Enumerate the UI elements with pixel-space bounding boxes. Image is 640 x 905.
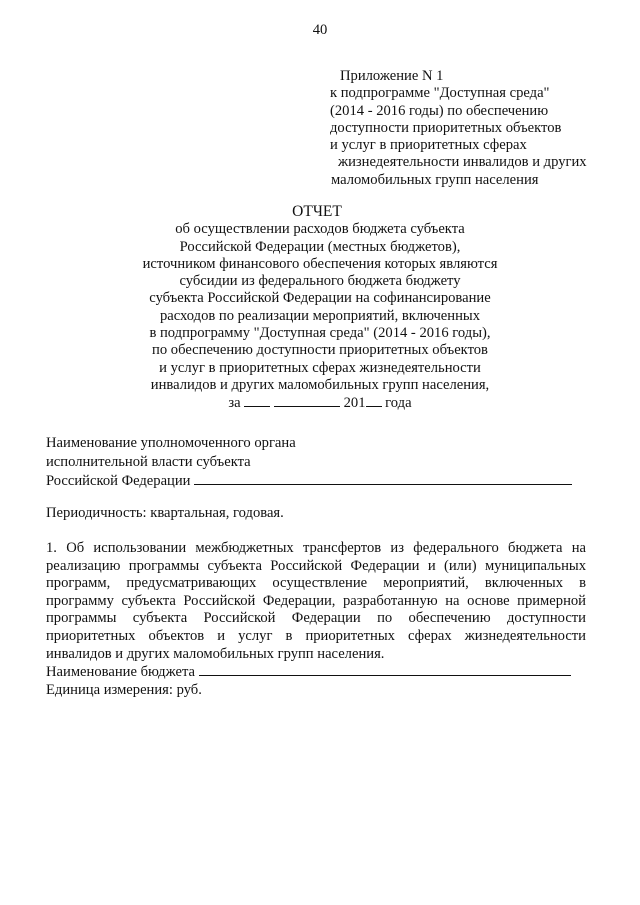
period-blank	[366, 394, 382, 407]
period-year: 201	[343, 395, 366, 412]
period-blank	[274, 394, 340, 407]
authority-line: Наименование уполномоченного органа	[46, 435, 296, 451]
report-heading	[0, 203, 640, 413]
appendix-line: (2014 - 2016 годы) по обеспечению	[330, 102, 549, 119]
report-line: в подпрограмму "Доступная среда" (2014 - 2016 годы),	[149, 325, 491, 342]
unit-label: Единица измерения: руб.	[46, 681, 202, 698]
budget-name-row	[46, 663, 586, 682]
report-line: инвалидов и других маломобильных групп населения,	[150, 376, 490, 393]
authority-line-with-blank	[46, 472, 572, 491]
section-1-line: программу субъекта Российской Федерации, разработанную на основе примерной	[46, 592, 586, 609]
authority-blank	[194, 472, 572, 485]
section-1-line: инвалидов и других маломобильных групп населения.	[46, 645, 385, 662]
page-number: 40	[312, 22, 328, 38]
report-period	[0, 394, 640, 412]
appendix-line: доступности приоритетных объектов	[330, 119, 562, 136]
appendix-line: и услуг в приоритетных сферах	[330, 137, 527, 154]
section-1-line: реализацию программы субъекта Российской Федерации и (или) муниципальных	[46, 557, 586, 574]
period-suffix: года	[385, 395, 412, 412]
report-line: и услуг в приоритетных сферах жизнедеятельности	[159, 359, 481, 376]
appendix-line: маломобильных групп населения	[331, 171, 539, 188]
authority-line: исполнительной власти субъекта	[46, 454, 251, 470]
period-blank	[244, 394, 270, 407]
section-1-line: приоритетных объектов и услуг в приоритетных сферах жизнедеятельности	[46, 627, 586, 644]
report-line: по обеспечению доступности приоритетных объектов	[152, 342, 488, 359]
report-line: источником финансового обеспечения которых являются	[142, 255, 498, 272]
section-1-line: 1. Об использовании межбюджетных трансфертов из федерального бюджета на	[46, 540, 586, 556]
appendix-line: Приложение N 1	[340, 68, 444, 84]
authority-block	[46, 434, 572, 491]
report-line: Российской Федерации (местных бюджетов),	[179, 238, 461, 255]
appendix-line: к подпрограмме "Доступная среда"	[330, 85, 550, 102]
budget-name-label: Наименование бюджета	[46, 664, 195, 681]
period-prefix: за	[228, 395, 241, 412]
appendix-line: жизнедеятельности инвалидов и других	[338, 154, 587, 171]
report-line: об осуществлении расходов бюджета субъекта	[175, 221, 465, 238]
report-title: ОТЧЕТ	[292, 203, 342, 220]
section-1-line: программы субъекта Российской Федерации по обеспечению доступности	[46, 610, 586, 627]
report-line: субъекта Российской Федерации на софинансирование	[149, 290, 491, 307]
section-1-line: программ, предусматривающих осуществление мероприятий, включенных в	[46, 575, 586, 592]
report-line: субсидии из федерального бюджета бюджету	[179, 273, 461, 290]
appendix-block	[330, 68, 587, 189]
section-1	[46, 540, 586, 699]
authority-label: Российской Федерации	[46, 473, 191, 489]
budget-name-blank	[199, 663, 571, 676]
report-line: расходов по реализации мероприятий, включенных	[159, 307, 481, 324]
periodicity: Периодичность: квартальная, годовая.	[46, 505, 284, 521]
